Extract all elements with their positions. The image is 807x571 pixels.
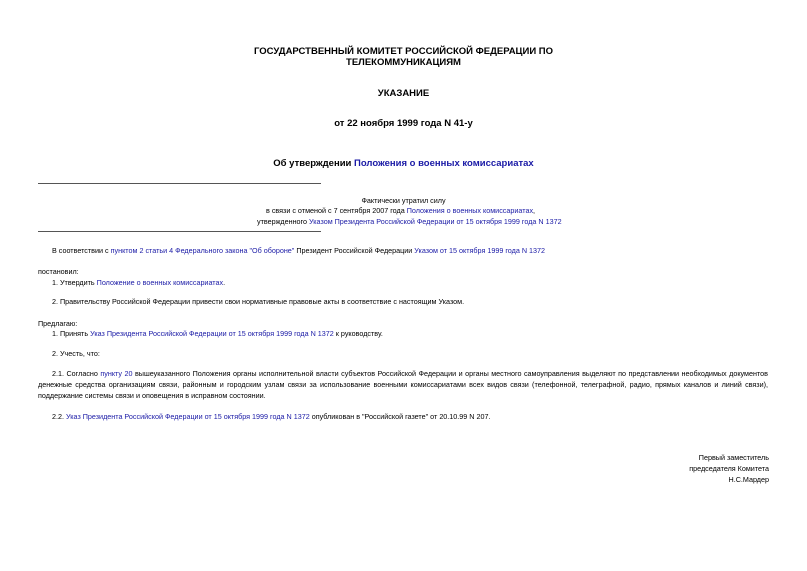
document-type: УКАЗАНИЕ xyxy=(377,88,430,99)
item-1-text: 1. Утвердить xyxy=(52,278,97,287)
proposal-2-2-prefix: 2.2. xyxy=(52,412,66,421)
item-1 xyxy=(52,277,225,288)
committee-name-line2: ТЕЛЕКОММУНИКАЦИЯМ xyxy=(346,57,461,68)
proposal-2-2 xyxy=(52,411,490,422)
status-line3-text: утвержденного xyxy=(257,217,310,226)
document-date-number: от 22 ноября 1999 года N 41-у xyxy=(334,118,473,129)
proposal-1-suffix: к руководству. xyxy=(333,329,383,338)
proposal-2-2-suffix: опубликован в "Российской газете" от 20.10.99 N 207. xyxy=(309,412,491,421)
item-2: 2. Правительству Российской Федерации привести свои нормативные правовые акты в соответствие с настоящим Указом. xyxy=(52,297,465,306)
title-prefix: Об утверждении xyxy=(273,158,355,169)
proposal-2-2-decree-link[interactable]: Указ Президента Российской Федерации от 15 октября 1999 года N 1372 xyxy=(66,412,310,421)
signature-position: Первый заместитель xyxy=(698,453,769,462)
decree-word: постановил: xyxy=(38,267,79,276)
intro-paragraph xyxy=(52,245,545,256)
intro-middle-text: Президент Российской Федерации xyxy=(294,246,415,255)
divider-bottom xyxy=(38,231,321,232)
signature-name: Н.С.Мардер xyxy=(728,475,769,484)
status-line2 xyxy=(266,205,535,216)
intro-text: В соответствии с xyxy=(52,246,111,255)
committee-name-line1: ГОСУДАРСТВЕННЫЙ КОМИТЕТ РОССИЙСКОЙ ФЕДЕРАЦИИ ПО xyxy=(253,46,554,57)
signature-committee: председателя Комитета xyxy=(689,464,769,473)
presidential-decree-link[interactable]: Указом от 15 октября 1999 года N 1372 xyxy=(414,246,545,255)
proposal-2-1-text: вышеуказанного Положения органы исполнительной власти субъектов Российской Федерации и органы местного самоуправления выделяют по представлении необходимых документов денежные средства организациям связи, районным и городским узлам связи за использование военными комиссариатами всех видов связи (телефонной, телеграфной, радио, прямых каналов и линий связи), поддержание системы связи и оповещения в исправном состоянии. xyxy=(38,369,768,400)
status-line1: Фактически утратил силу xyxy=(361,196,446,205)
proposal-1-text: 1. Принять xyxy=(52,329,91,338)
regulation-link[interactable]: Положение о военных комиссариатах xyxy=(96,278,224,287)
status-regulation-link[interactable]: Положения о военных комиссариатах xyxy=(406,206,534,215)
document-title xyxy=(0,158,807,169)
proposal-2: 2. Учесть, что: xyxy=(52,349,100,358)
point-20-link[interactable]: пункту 20 xyxy=(100,369,133,378)
divider-top xyxy=(38,183,321,184)
propose-word: Предлагаю: xyxy=(38,319,78,328)
proposal-2-1 xyxy=(38,368,768,401)
proposal-1 xyxy=(52,328,383,339)
item-1-suffix: . xyxy=(223,278,226,287)
status-line2-text: в связи с отменой с 7 сентября 2007 года xyxy=(266,206,407,215)
status-line3 xyxy=(257,216,562,227)
proposal-1-decree-link[interactable]: Указ Президента Российской Федерации от 15 октября 1999 года N 1372 xyxy=(90,329,334,338)
status-line2-suffix: , xyxy=(533,206,536,215)
defense-law-link[interactable]: пунктом 2 статьи 4 Федерального закона "Об обороне" xyxy=(110,246,295,255)
proposal-2-1-prefix: 2.1. Согласно xyxy=(52,369,101,378)
title-link[interactable]: Положения о военных комиссариатах xyxy=(354,158,534,169)
status-decree-link[interactable]: Указом Президента Российской Федерации от 15 октября 1999 года N 1372 xyxy=(309,217,562,226)
